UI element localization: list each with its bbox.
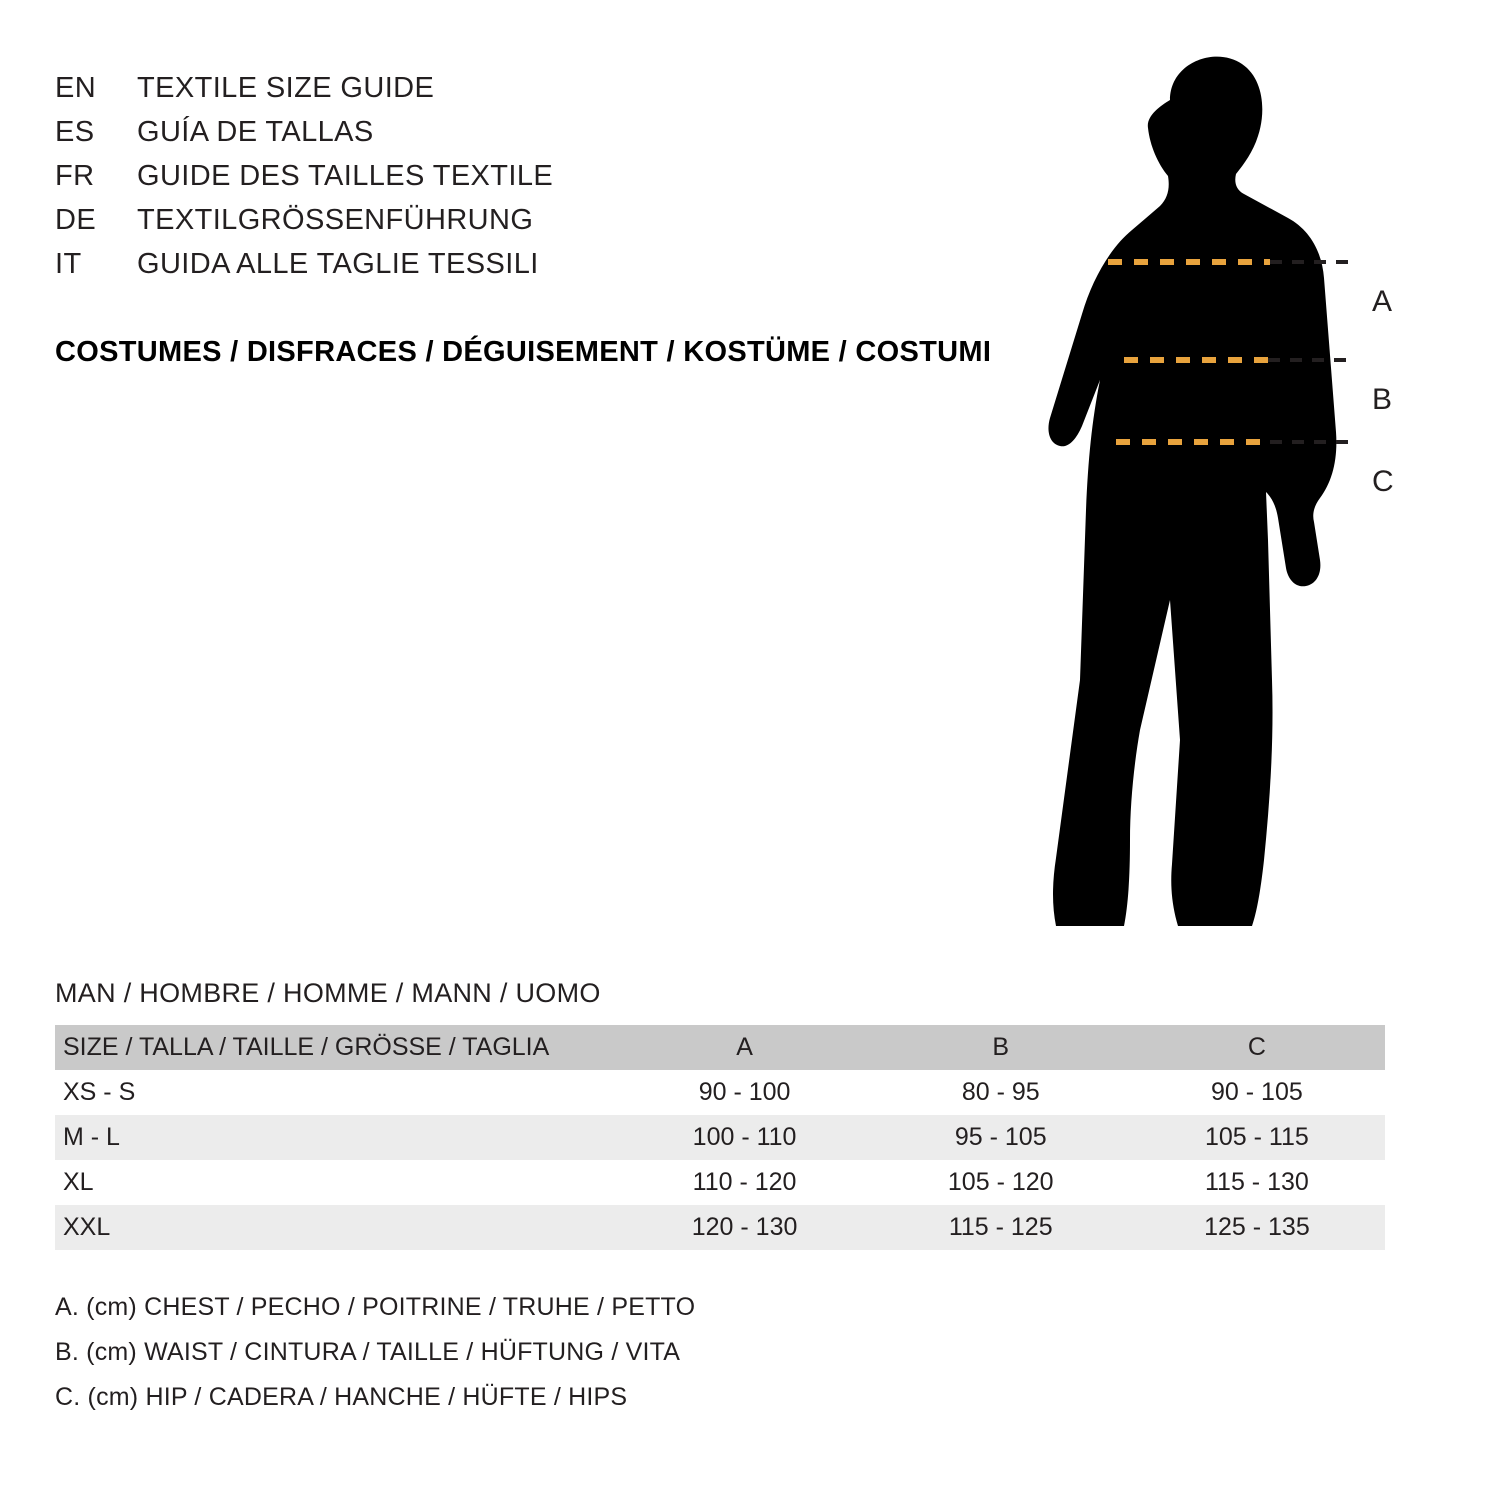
table-cell-size: XXL [63,1213,111,1241]
table-header-b: B [873,1025,1129,1070]
language-text-en: TEXTILE SIZE GUIDE [137,72,435,104]
language-text-es: GUÍA DE TALLAS [137,116,374,148]
table-cell-c: 105 - 115 [1205,1123,1309,1151]
size-table [55,1025,1385,1250]
table-cell-a: 100 - 110 [692,1123,797,1151]
language-code-es: ES [55,116,95,148]
table-cell-c: 125 - 135 [1204,1213,1310,1241]
table-cell-b: 105 - 120 [947,1168,1054,1196]
language-row-es [55,116,875,160]
language-text-it: GUIDA ALLE TAGLIE TESSILI [137,248,539,280]
table-cell-b: 80 - 95 [961,1078,1040,1106]
table-header-a: A [617,1025,873,1070]
language-text-fr: GUIDE DES TAILLES TEXTILE [137,160,554,192]
language-text-de: TEXTILGRÖSSENFÜHRUNG [137,204,534,236]
legend-row-c: C. (cm) HIP / CADERA / HANCHE / HÜFTE / HIPS [55,1383,628,1411]
costumes-subtitle: COSTUMES / DISFRACES / DÉGUISEMENT / KOSTÜME / COSTUMI [55,336,992,368]
table-header-c: C [1129,1025,1385,1070]
measurement-legend [55,1285,955,1420]
table-row [55,1205,1385,1250]
table-header-size: SIZE / TALLA / TAILLE / GRÖSSE / TAGLIA [55,1025,617,1070]
language-row-it [55,248,875,292]
figure-marker-b: B [1372,383,1393,416]
language-list [55,72,875,292]
legend-row-a: A. (cm) CHEST / PECHO / POITRINE / TRUHE / PETTO [55,1293,696,1321]
table-header-row [55,1025,1385,1070]
legend-row-b: B. (cm) WAIST / CINTURA / TAILLE / HÜFTUNG / VITA [55,1338,681,1366]
table-row [55,1160,1385,1205]
language-row-fr [55,160,875,204]
figure-marker-c: C [1372,465,1394,498]
language-row-de [55,204,875,248]
size-table-section [55,978,1425,1250]
table-row [55,1070,1385,1115]
table-cell-a: 90 - 100 [698,1078,791,1106]
body-figure [1020,40,1440,940]
table-cell-size: XS - S [63,1078,136,1106]
figure-marker-a: A [1372,285,1393,318]
table-cell-size: XL [63,1168,94,1196]
language-code-fr: FR [55,160,95,192]
table-cell-size: M - L [63,1123,120,1151]
language-code-it: IT [55,248,82,280]
table-cell-c: 90 - 105 [1211,1078,1303,1106]
silhouette-shape [1048,57,1336,926]
table-cell-c: 115 - 130 [1205,1168,1309,1196]
language-code-de: DE [55,204,97,236]
table-cell-b: 115 - 125 [948,1213,1053,1241]
language-row-en [55,72,875,116]
table-cell-b: 95 - 105 [954,1123,1047,1151]
language-code-en: EN [55,72,97,104]
table-title: MAN / HOMBRE / HOMME / MANN / UOMO [55,978,601,1008]
table-cell-a: 120 - 130 [691,1213,798,1241]
table-cell-a: 110 - 120 [692,1168,797,1196]
table-row [55,1115,1385,1160]
